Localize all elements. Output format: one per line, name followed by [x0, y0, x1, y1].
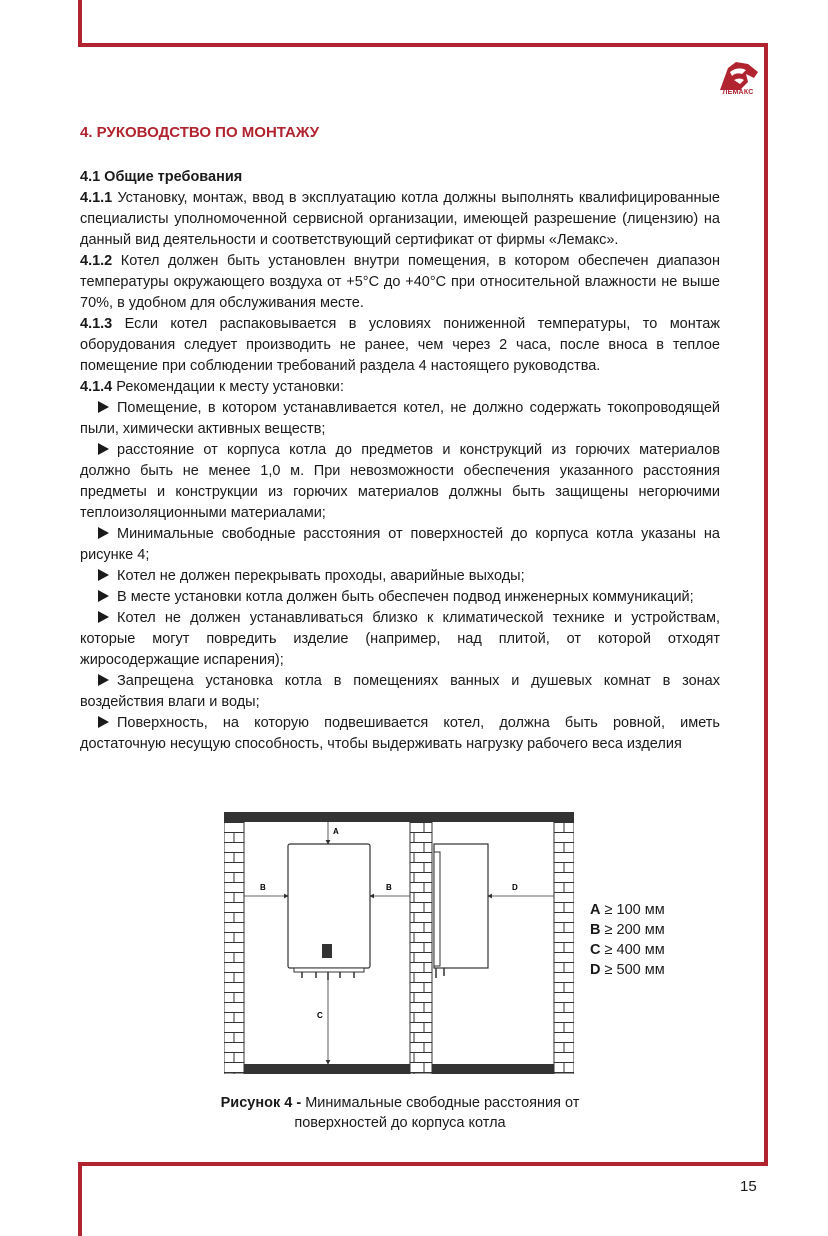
label-d: D: [512, 883, 518, 892]
triangle-bullet-icon: [98, 674, 109, 686]
paragraph-number: 4.1.1: [80, 190, 113, 206]
list-item: Котел не должен перекрывать проходы, аварийные выходы;: [80, 566, 720, 587]
triangle-bullet-icon: [98, 716, 109, 728]
list-item: В месте установки котла должен быть обеспечен подвод инженерных коммуникаций;: [80, 587, 720, 608]
list-item: расстояние от корпуса котла до предметов и конструкций из горючих материалов должно быть не менее 1,0 м. При невозможности обеспечения указанного расстояния предметы и конструкции из горючих материалов должны быть защищены негорючими теплоизоляционными материалами;: [80, 442, 720, 521]
label-b-left: B: [260, 883, 266, 892]
subsection-title: 4.1 Общие требования: [80, 169, 243, 185]
list-item: Поверхность, на которую подвешивается котел, должна быть ровной, иметь достаточную несущую способность, чтобы выдерживать нагрузку рабочего веса изделия: [80, 715, 720, 752]
triangle-bullet-icon: [98, 590, 109, 602]
paragraph-text: Установку, монтаж, ввод в эксплуатацию котла должны выполнять квалифицированные специалисты уполномоченной сервисной организации, имеющей разрешение (лицензию) на данный вид деятельности и соответствующий сертификат от фирмы «Лемакс».: [80, 190, 720, 248]
triangle-bullet-icon: [98, 611, 109, 623]
brand-logo-text: ЛЕМАКС: [722, 89, 754, 96]
paragraph-4-1-4: [80, 377, 720, 398]
boiler-side-bracket: [434, 852, 440, 966]
paragraph-number: 4.1.2: [80, 253, 113, 269]
floor-slab-right: [432, 1064, 556, 1074]
control-panel-icon: [322, 944, 332, 958]
boiler-side: [434, 844, 488, 968]
wall-middle: [410, 822, 432, 1074]
caption-text: Минимальные свободные расстояния от поверхностей до корпуса котла: [294, 1095, 580, 1131]
page-content: [80, 124, 720, 755]
label-c: C: [317, 1011, 323, 1020]
frame-right: [764, 43, 768, 1165]
frame-left-top: [78, 0, 82, 46]
ceiling-slab: [224, 812, 574, 822]
section-title: 4. РУКОВОДСТВО ПО МОНТАЖУ: [80, 124, 320, 141]
paragraph-4-1-1: [80, 188, 720, 251]
paragraph-text: Рекомендации к месту установки:: [112, 379, 344, 395]
brand-logo: [718, 60, 760, 92]
legend-row-a: A ≥ 100 мм: [590, 902, 665, 918]
frame-bottom: [78, 1162, 768, 1166]
figure-caption: [180, 1093, 620, 1133]
label-b-right: B: [386, 883, 392, 892]
legend-row-c: C ≥ 400 мм: [590, 942, 665, 958]
legend-row-b: B ≥ 200 мм: [590, 922, 665, 938]
clearance-diagram: [224, 812, 574, 1074]
paragraph-text: Если котел распаковывается в условиях пониженной температуры, то монтаж оборудования следует производить не ранее, чем через 2 часа, после вноса в теплое помещение при соблюдении требований раздела 4 настоящего руководства.: [80, 316, 720, 374]
paragraph-text: Котел должен быть установлен внутри помещения, в котором обеспечен диапазон температуры окружающего воздуха от +5°С до +40°С при относительной влажности не выше 70%, в удобном для обслуживания месте.: [80, 253, 720, 311]
page-number: 15: [740, 1178, 757, 1195]
wall-right: [554, 822, 574, 1074]
boiler-bottom-fittings: [294, 968, 364, 972]
frame-top: [78, 43, 768, 47]
legend-row-d: D ≥ 500 мм: [590, 962, 665, 978]
list-item: Котел не должен устанавливаться близко к климатической технике и устройствам, которые могут повредить изделие (например, над плитой, от которой отходят жиросодержащие испарения);: [80, 610, 720, 668]
clearance-legend: [590, 900, 665, 980]
triangle-bullet-icon: [98, 401, 109, 413]
list-item: Минимальные свободные расстояния от поверхностей до корпуса котла указаны на рисунке 4;: [80, 526, 720, 563]
triangle-bullet-icon: [98, 527, 109, 539]
caption-label: Рисунок 4 -: [220, 1095, 302, 1111]
paragraph-number: 4.1.3: [80, 316, 113, 332]
label-a: A: [333, 827, 339, 836]
frame-left-bottom: [78, 1162, 82, 1236]
wall-left: [224, 822, 244, 1074]
floor-slab-left: [242, 1064, 410, 1074]
list-item: Запрещена установка котла в помещениях ванных и душевых комнат в зонах воздействия влаги и воды;: [80, 673, 720, 710]
paragraph-4-1-2: [80, 251, 720, 314]
list-item: Помещение, в котором устанавливается котел, не должно содержать токопроводящей пыли, химически активных веществ;: [80, 400, 720, 437]
triangle-bullet-icon: [98, 569, 109, 581]
paragraph-4-1-3: [80, 314, 720, 377]
triangle-bullet-icon: [98, 443, 109, 455]
paragraph-number: 4.1.4: [80, 379, 113, 395]
